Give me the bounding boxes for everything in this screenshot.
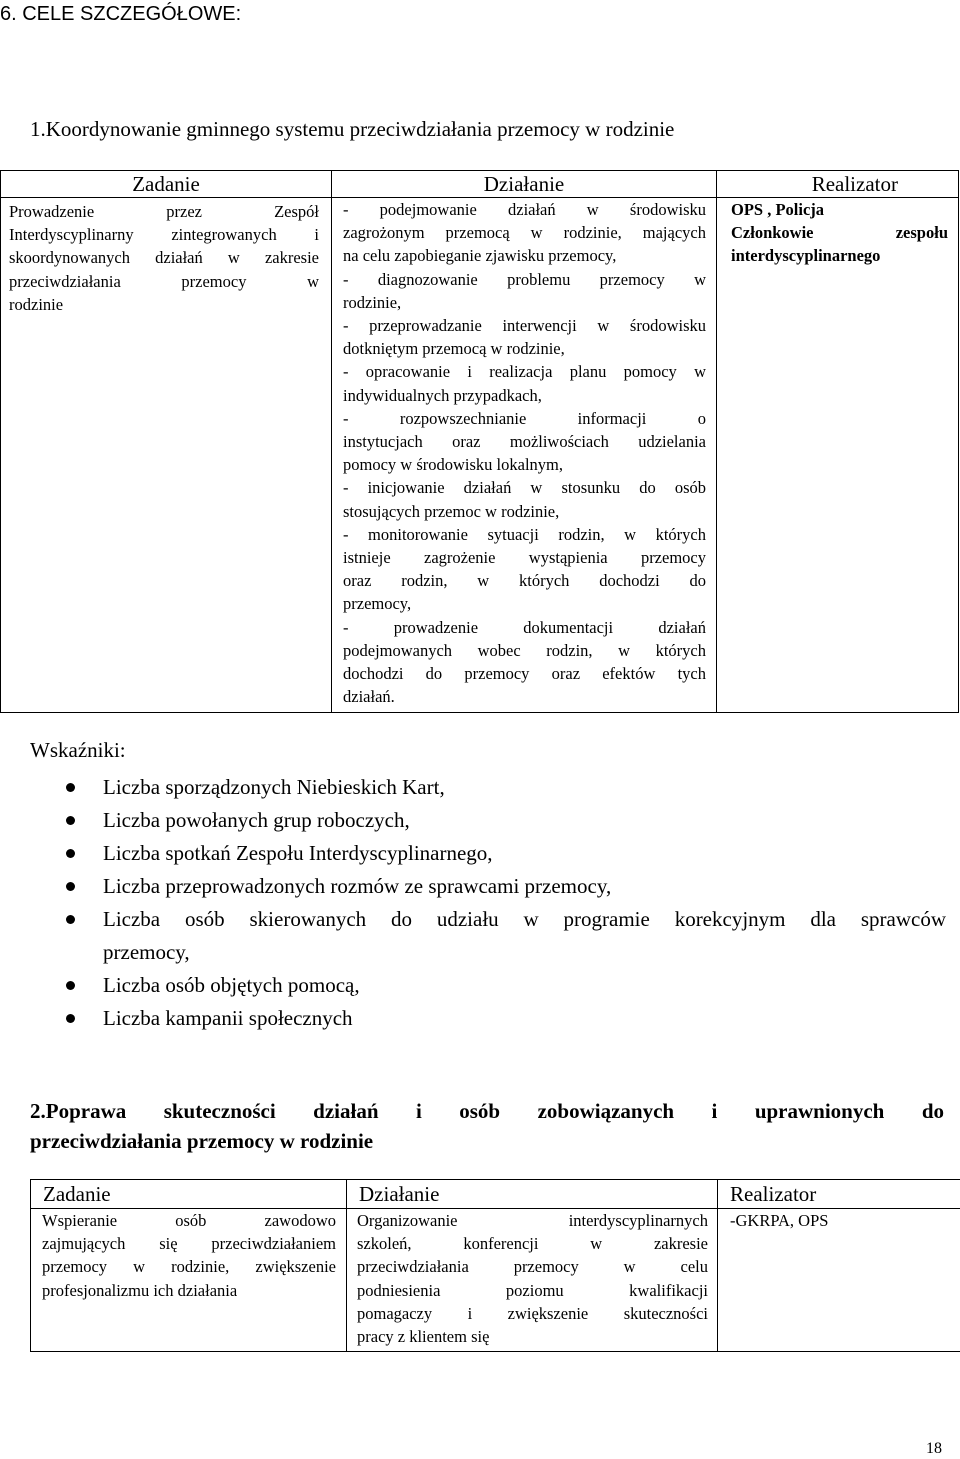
realizer-text: -GKRPA, OPS: [730, 1211, 829, 1230]
section1-title: 1.Koordynowanie gminnego systemu przeciwdziałania przemocy w rodzinie: [30, 117, 675, 141]
action-line: przemocy,: [343, 594, 412, 614]
list-item-continuation: przemocy,: [103, 940, 190, 964]
action-line: - przeprowadzanie interwencji w środowisku: [343, 316, 706, 336]
list-item: Liczba przeprowadzonych rozmów ze sprawcami przemocy,: [66, 870, 946, 903]
header-task: Zadanie: [1, 171, 332, 198]
realizer-line: interdyscyplinarnego: [731, 246, 881, 266]
action-line: Organizowanie interdyscyplinarnych: [357, 1211, 708, 1230]
action-line: oraz rodzin, w których dochodzi do: [343, 571, 706, 591]
action-line: przeciwdziałania przemocy w celu: [357, 1257, 708, 1277]
table-row: [1, 198, 959, 713]
table-row: [31, 1209, 960, 1352]
action-line: - rozpowszechnianie informacji o: [343, 408, 706, 428]
action-line: - diagnozowanie problemu przemocy w: [343, 269, 706, 289]
action-line: stosujących przemoc w rodzinie,: [343, 501, 560, 521]
list-item: Liczba osób objętych pomocą,: [66, 969, 946, 1002]
task-cell: [1, 198, 332, 713]
task-line: Interdyscyplinarny zintegrowanych i: [9, 225, 319, 245]
action-line: podejmowanych wobec rodzin, w których: [343, 640, 706, 660]
action-line: - opracowanie i realizacja planu pomocy w: [343, 362, 706, 382]
action-line: pracy z klientem się: [357, 1327, 490, 1347]
realizer-cell: [717, 198, 959, 713]
task-line: skoordynowanych działań w zakresie: [9, 248, 319, 268]
bullet-icon: [66, 882, 75, 891]
action-line: dochodzi do przemocy oraz efektów tych: [343, 664, 706, 684]
table-section2: [30, 1179, 960, 1352]
header-task: Zadanie: [31, 1180, 347, 1209]
list-item: Liczba kampanii społecznych: [66, 1002, 946, 1035]
task-line: przemocy w rodzinie, zwiększenie: [42, 1257, 336, 1277]
action-line: instytucjach oraz możliwościach udzielania: [343, 432, 706, 452]
action-cell: [347, 1209, 718, 1352]
action-line: na celu zapobieganie zjawisku przemocy,: [343, 246, 617, 266]
task-line: Prowadzenie przez Zespół: [9, 202, 319, 221]
page-number: 18: [926, 1440, 942, 1457]
task-line: profesjonalizmu ich działania: [42, 1280, 238, 1300]
task-cell: [31, 1209, 347, 1352]
realizer-line: OPS , Policja: [731, 200, 825, 219]
bullet-icon: [66, 981, 75, 990]
action-line: pomagaczy i zwiększenie skuteczności: [357, 1303, 708, 1323]
action-line: indywidualnych przypadkach,: [343, 385, 542, 405]
task-line: Wspieranie osób zawodowo: [42, 1211, 336, 1230]
bullet-icon: [66, 849, 75, 858]
section2-title-line: 2.Poprawa skuteczności działań i osób zobowiązanych i uprawnionych do: [30, 1099, 944, 1123]
section-heading: 6. CELE SZCZEGÓŁOWE:: [0, 3, 242, 25]
header-action: Działanie: [332, 171, 717, 198]
action-line: podniesienia poziomu kwalifikacji: [357, 1280, 708, 1300]
indicator-list: [66, 771, 946, 1035]
task-line: rodzinie: [9, 294, 64, 314]
indicators-label: Wskaźniki:: [30, 738, 126, 762]
table-header-row: [1, 171, 959, 198]
action-line: dotkniętym przemocą w rodzinie,: [343, 339, 565, 359]
list-item: Liczba osób skierowanych do udziału w programie korekcyjnym dla sprawców przemocy,: [66, 903, 946, 969]
table-section1: [0, 170, 959, 713]
bullet-icon: [66, 816, 75, 825]
task-line: przeciwdziałania przemocy w: [9, 271, 319, 291]
action-cell: [332, 198, 717, 713]
action-line: pomocy w środowisku lokalnym,: [343, 455, 563, 475]
realizer-line: Członkowie zespołu: [731, 223, 948, 243]
action-line: szkoleń, konferencji w zakresie: [357, 1234, 708, 1254]
action-line: działań.: [343, 687, 395, 707]
action-line: zagrożonym przemocą w rodzinie, mających: [343, 223, 706, 243]
action-line: - podejmowanie działań w środowisku: [343, 200, 706, 219]
header-action: Działanie: [347, 1180, 718, 1209]
realizer-cell: [718, 1209, 960, 1352]
action-line: - inicjowanie działań w stosunku do osób: [343, 478, 706, 498]
bullet-icon: [66, 783, 75, 792]
action-line: istnieje zagrożenie wystąpienia przemocy: [343, 548, 706, 568]
action-line: - monitorowanie sytuacji rodzin, w których: [343, 524, 706, 544]
action-line: rodzinie,: [343, 292, 402, 312]
list-item: Liczba spotkań Zespołu Interdyscyplinarnego,: [66, 837, 946, 870]
task-line: zajmujących się przeciwdziałaniem: [42, 1234, 336, 1254]
bullet-icon: [66, 1014, 75, 1023]
header-realizer: Realizator: [718, 1180, 960, 1209]
header-realizer: Realizator: [717, 171, 959, 198]
section2-title: [30, 1096, 944, 1156]
list-item: Liczba powołanych grup roboczych,: [66, 804, 946, 837]
section2-title-line: przeciwdziałania przemocy w rodzinie: [30, 1129, 374, 1153]
list-item: Liczba sporządzonych Niebieskich Kart,: [66, 771, 946, 804]
table-header-row: [31, 1180, 960, 1209]
action-line: - prowadzenie dokumentacji działań: [343, 617, 706, 637]
bullet-icon: [66, 915, 75, 924]
